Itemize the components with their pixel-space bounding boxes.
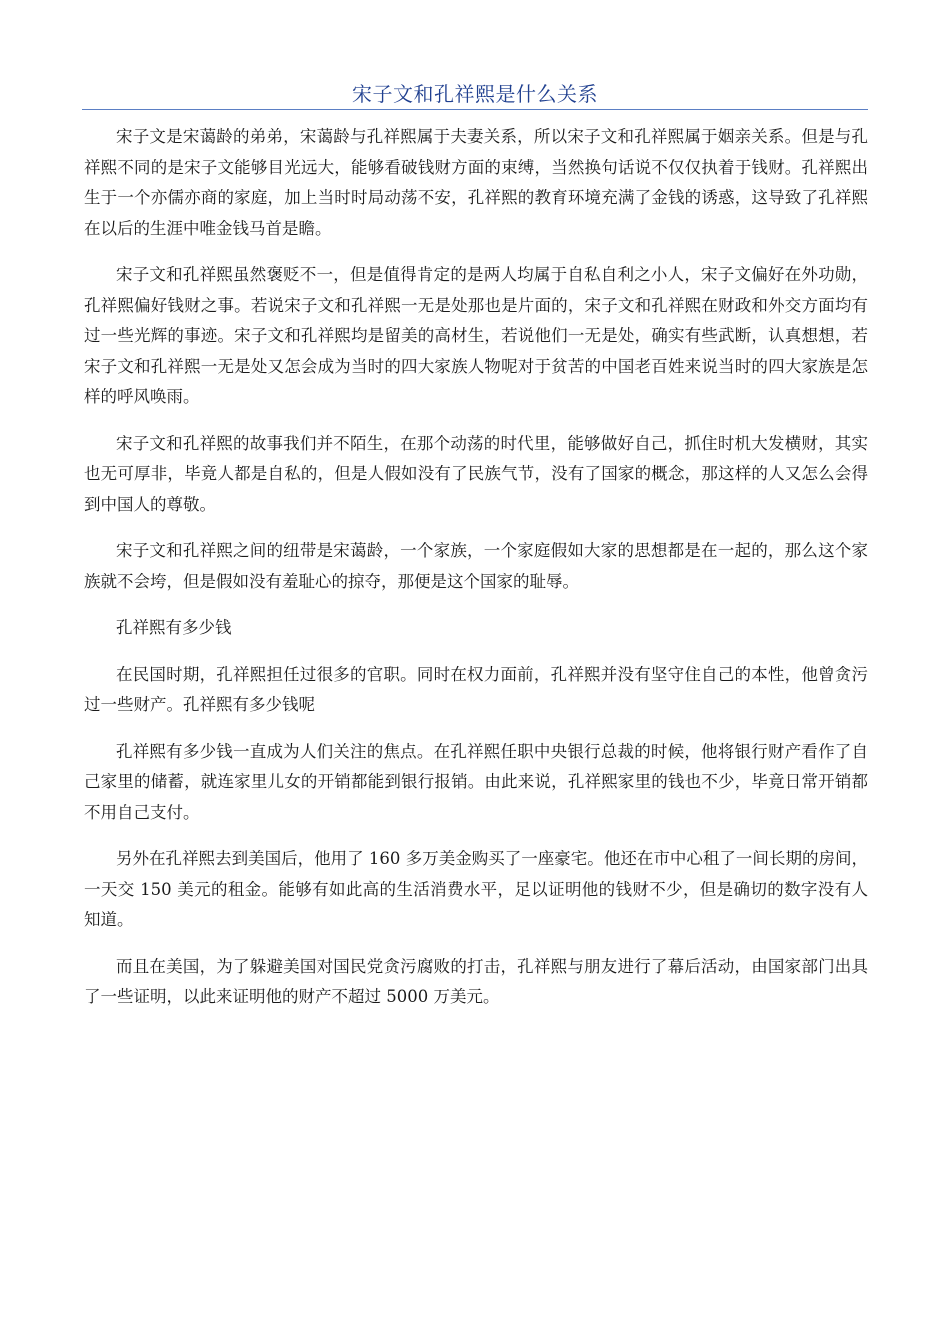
title-underline-divider [82, 109, 868, 110]
paragraph: 宋子文和孔祥熙虽然褒贬不一，但是值得肯定的是两人均属于自私自利之小人，宋子文偏好在外功勋，孔祥熙偏好钱财之事。若说宋子文和孔祥熙一无是处那也是片面的，宋子文和孔祥熙在财政和外交方面均有过一些光辉的事迹。宋子文和孔祥熙均是留美的高材生，若说他们一无是处，确实有些武断，认真想想，若宋子文和孔祥熙一无是处又怎会成为当时的四大家族人物呢对于贫苦的中国老百姓来说当时的四大家族是怎样的呼风唤雨。 [84, 265, 868, 406]
paragraph: 孔祥熙有多少钱一直成为人们关注的焦点。在孔祥熙任职中央银行总裁的时候，他将银行财产看作了自己家里的储蓄，就连家里儿女的开销都能到银行报销。由此来说，孔祥熙家里的钱也不少，毕竟日常开销都不用自己支付。 [84, 741, 868, 822]
paragraph: 宋子文和孔祥熙的故事我们并不陌生，在那个动荡的时代里，能够做好自己，抓住时机大发横财，其实也无可厚非，毕竟人都是自私的，但是人假如没有了民族气节，没有了国家的概念，那这样的人又怎么会得到中国人的尊敬。 [84, 433, 868, 514]
paragraph: 而且在美国，为了躲避美国对国民党贪污腐败的打击，孔祥熙与朋友进行了幕后活动，由国家部门出具了一些证明，以此来证明他的财产不超过 5000 万美元。 [84, 956, 868, 1006]
section-heading: 孔祥熙有多少钱 [116, 618, 232, 637]
document-body [84, 122, 868, 1029]
paragraph: 另外在孔祥熙去到美国后，他用了 160 多万美金购买了一座豪宅。他还在市中心租了一间长期的房间，一天交 150 美元的租金。能够有如此高的生活消费水平，足以证明他的钱财不少，但是确切的数字没有人知道。 [84, 849, 868, 929]
paragraph: 宋子文是宋蔼龄的弟弟，宋蔼龄与孔祥熙属于夫妻关系，所以宋子文和孔祥熙属于姻亲关系。但是与孔祥熙不同的是宋子文能够目光远大，能够看破钱财方面的束缚，当然换句话说不仅仅执着于钱财。孔祥熙出生于一个亦儒亦商的家庭，加上当时时局动荡不安，孔祥熙的教育环境充满了金钱的诱惑，这导致了孔祥熙在以后的生涯中唯金钱马首是瞻。 [84, 127, 868, 238]
page-title: 宋子文和孔祥熙是什么关系 [352, 82, 598, 106]
paragraph: 宋子文和孔祥熙之间的纽带是宋蔼龄，一个家族，一个家庭假如大家的思想都是在一起的，那么这个家族就不会垮，但是假如没有羞耻心的掠夺，那便是这个国家的耻辱。 [84, 541, 868, 591]
paragraph: 在民国时期，孔祥熙担任过很多的官职。同时在权力面前，孔祥熙并没有坚守住自己的本性，他曾贪污过一些财产。孔祥熙有多少钱呢 [84, 664, 868, 714]
